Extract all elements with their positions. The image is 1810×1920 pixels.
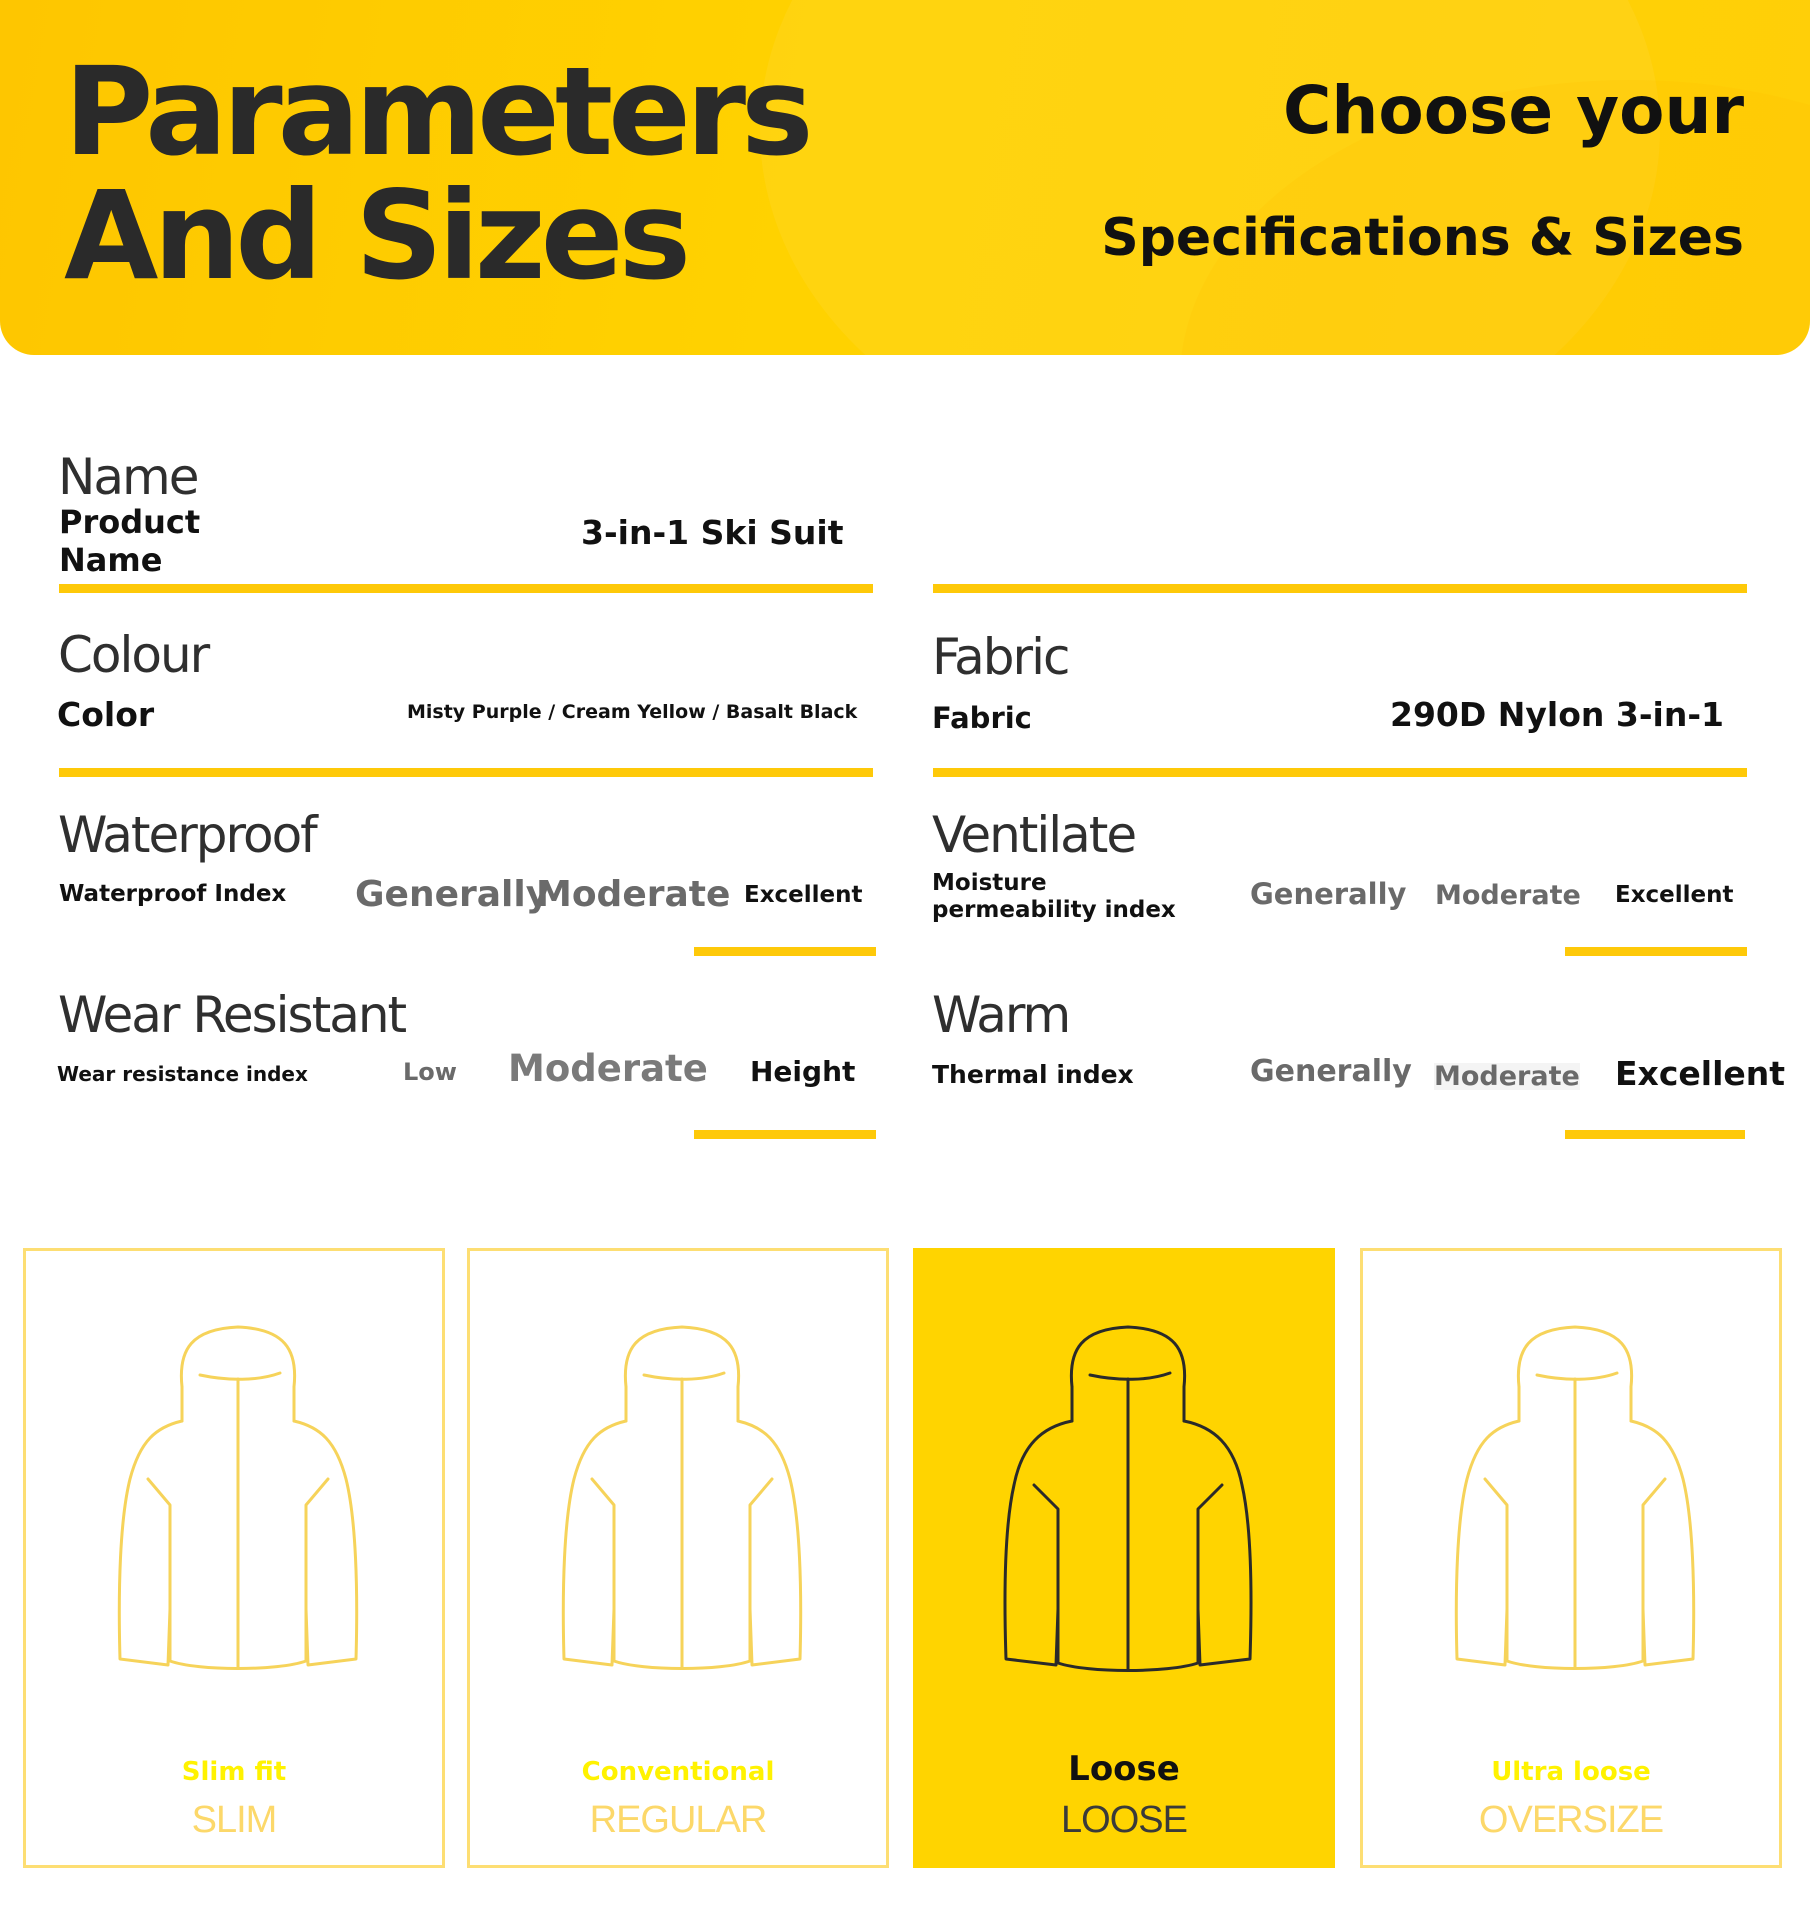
- wear-level-height: Height: [750, 1055, 856, 1088]
- fabric-heading: Fabric: [932, 628, 1069, 686]
- ventilate-indicator: [1565, 947, 1747, 956]
- fit-card-oversize[interactable]: [1360, 1248, 1782, 1868]
- fabric-value: 290D Nylon 3-in-1: [1390, 695, 1724, 734]
- fit-code: LOOSE: [1061, 1799, 1187, 1841]
- colour-divider: [59, 768, 873, 777]
- product-name-label: [59, 503, 200, 579]
- waterproof-label: Waterproof Index: [59, 881, 287, 907]
- color-value: Misty Purple / Cream Yellow / Basalt Black: [407, 701, 858, 723]
- fit-label: Loose: [1068, 1749, 1180, 1789]
- jacket-icon: [88, 1309, 388, 1729]
- fit-card-loose[interactable]: [913, 1248, 1335, 1868]
- fit-code: REGULAR: [589, 1799, 767, 1841]
- thermal-label: Thermal index: [932, 1060, 1134, 1089]
- page-title: [64, 41, 809, 307]
- fit-card-regular[interactable]: [467, 1248, 889, 1868]
- colour-heading: Colour: [58, 626, 209, 684]
- waterproof-level-moderate: Moderate: [536, 874, 731, 915]
- moisture-label: [932, 870, 1176, 924]
- ventilate-level-moderate: Moderate: [1435, 880, 1581, 911]
- title-line-1: Parameters: [64, 41, 809, 183]
- jacket-icon: [532, 1309, 832, 1729]
- moisture-label-line2: permeability index: [932, 897, 1176, 923]
- specs-heading: Specifications & Sizes: [1101, 208, 1744, 268]
- waterproof-indicator: [694, 947, 876, 956]
- fit-label: Ultra loose: [1491, 1757, 1651, 1787]
- waterproof-level-excellent: Excellent: [744, 882, 863, 908]
- fit-label: Slim fit: [181, 1757, 287, 1787]
- choose-heading: Choose your: [1282, 72, 1744, 149]
- waterproof-level-generally: Generally: [355, 874, 550, 915]
- name-divider-right: [933, 584, 1747, 593]
- warm-indicator: [1565, 1130, 1745, 1139]
- jacket-icon: [978, 1309, 1278, 1729]
- fabric-label: Fabric: [932, 701, 1032, 735]
- color-label: Color: [57, 695, 155, 734]
- jacket-icon: [1425, 1309, 1725, 1729]
- wear-level-low: Low: [403, 1058, 457, 1086]
- wear-level-moderate: Moderate: [508, 1047, 708, 1090]
- warm-level-moderate: Moderate: [1434, 1061, 1580, 1092]
- warm-level-excellent: Excellent: [1615, 1054, 1786, 1093]
- ventilate-heading: Ventilate: [932, 806, 1136, 864]
- wear-heading: Wear Resistant: [58, 986, 406, 1044]
- fit-card-slim[interactable]: [23, 1248, 445, 1868]
- title-line-2: And Sizes: [64, 165, 687, 307]
- product-name-label-line1: Product: [59, 503, 201, 541]
- fabric-divider: [933, 768, 1747, 777]
- fit-code: OVERSIZE: [1478, 1799, 1664, 1841]
- wear-label: Wear resistance index: [57, 1062, 308, 1086]
- warm-level-generally: Generally: [1250, 1054, 1412, 1089]
- moisture-label-line1: Moisture: [932, 870, 1047, 896]
- name-divider: [59, 584, 873, 593]
- name-heading: Name: [58, 448, 198, 506]
- fit-label: Conventional: [581, 1757, 775, 1787]
- warm-heading: Warm: [932, 986, 1070, 1044]
- fit-code: SLIM: [191, 1799, 277, 1841]
- ventilate-level-generally: Generally: [1250, 877, 1407, 911]
- wear-indicator: [694, 1130, 876, 1139]
- ventilate-level-excellent: Excellent: [1615, 882, 1734, 908]
- product-name-label-line2: Name: [59, 541, 163, 579]
- product-name-value: 3-in-1 Ski Suit: [581, 513, 844, 552]
- waterproof-heading: Waterproof: [58, 806, 316, 864]
